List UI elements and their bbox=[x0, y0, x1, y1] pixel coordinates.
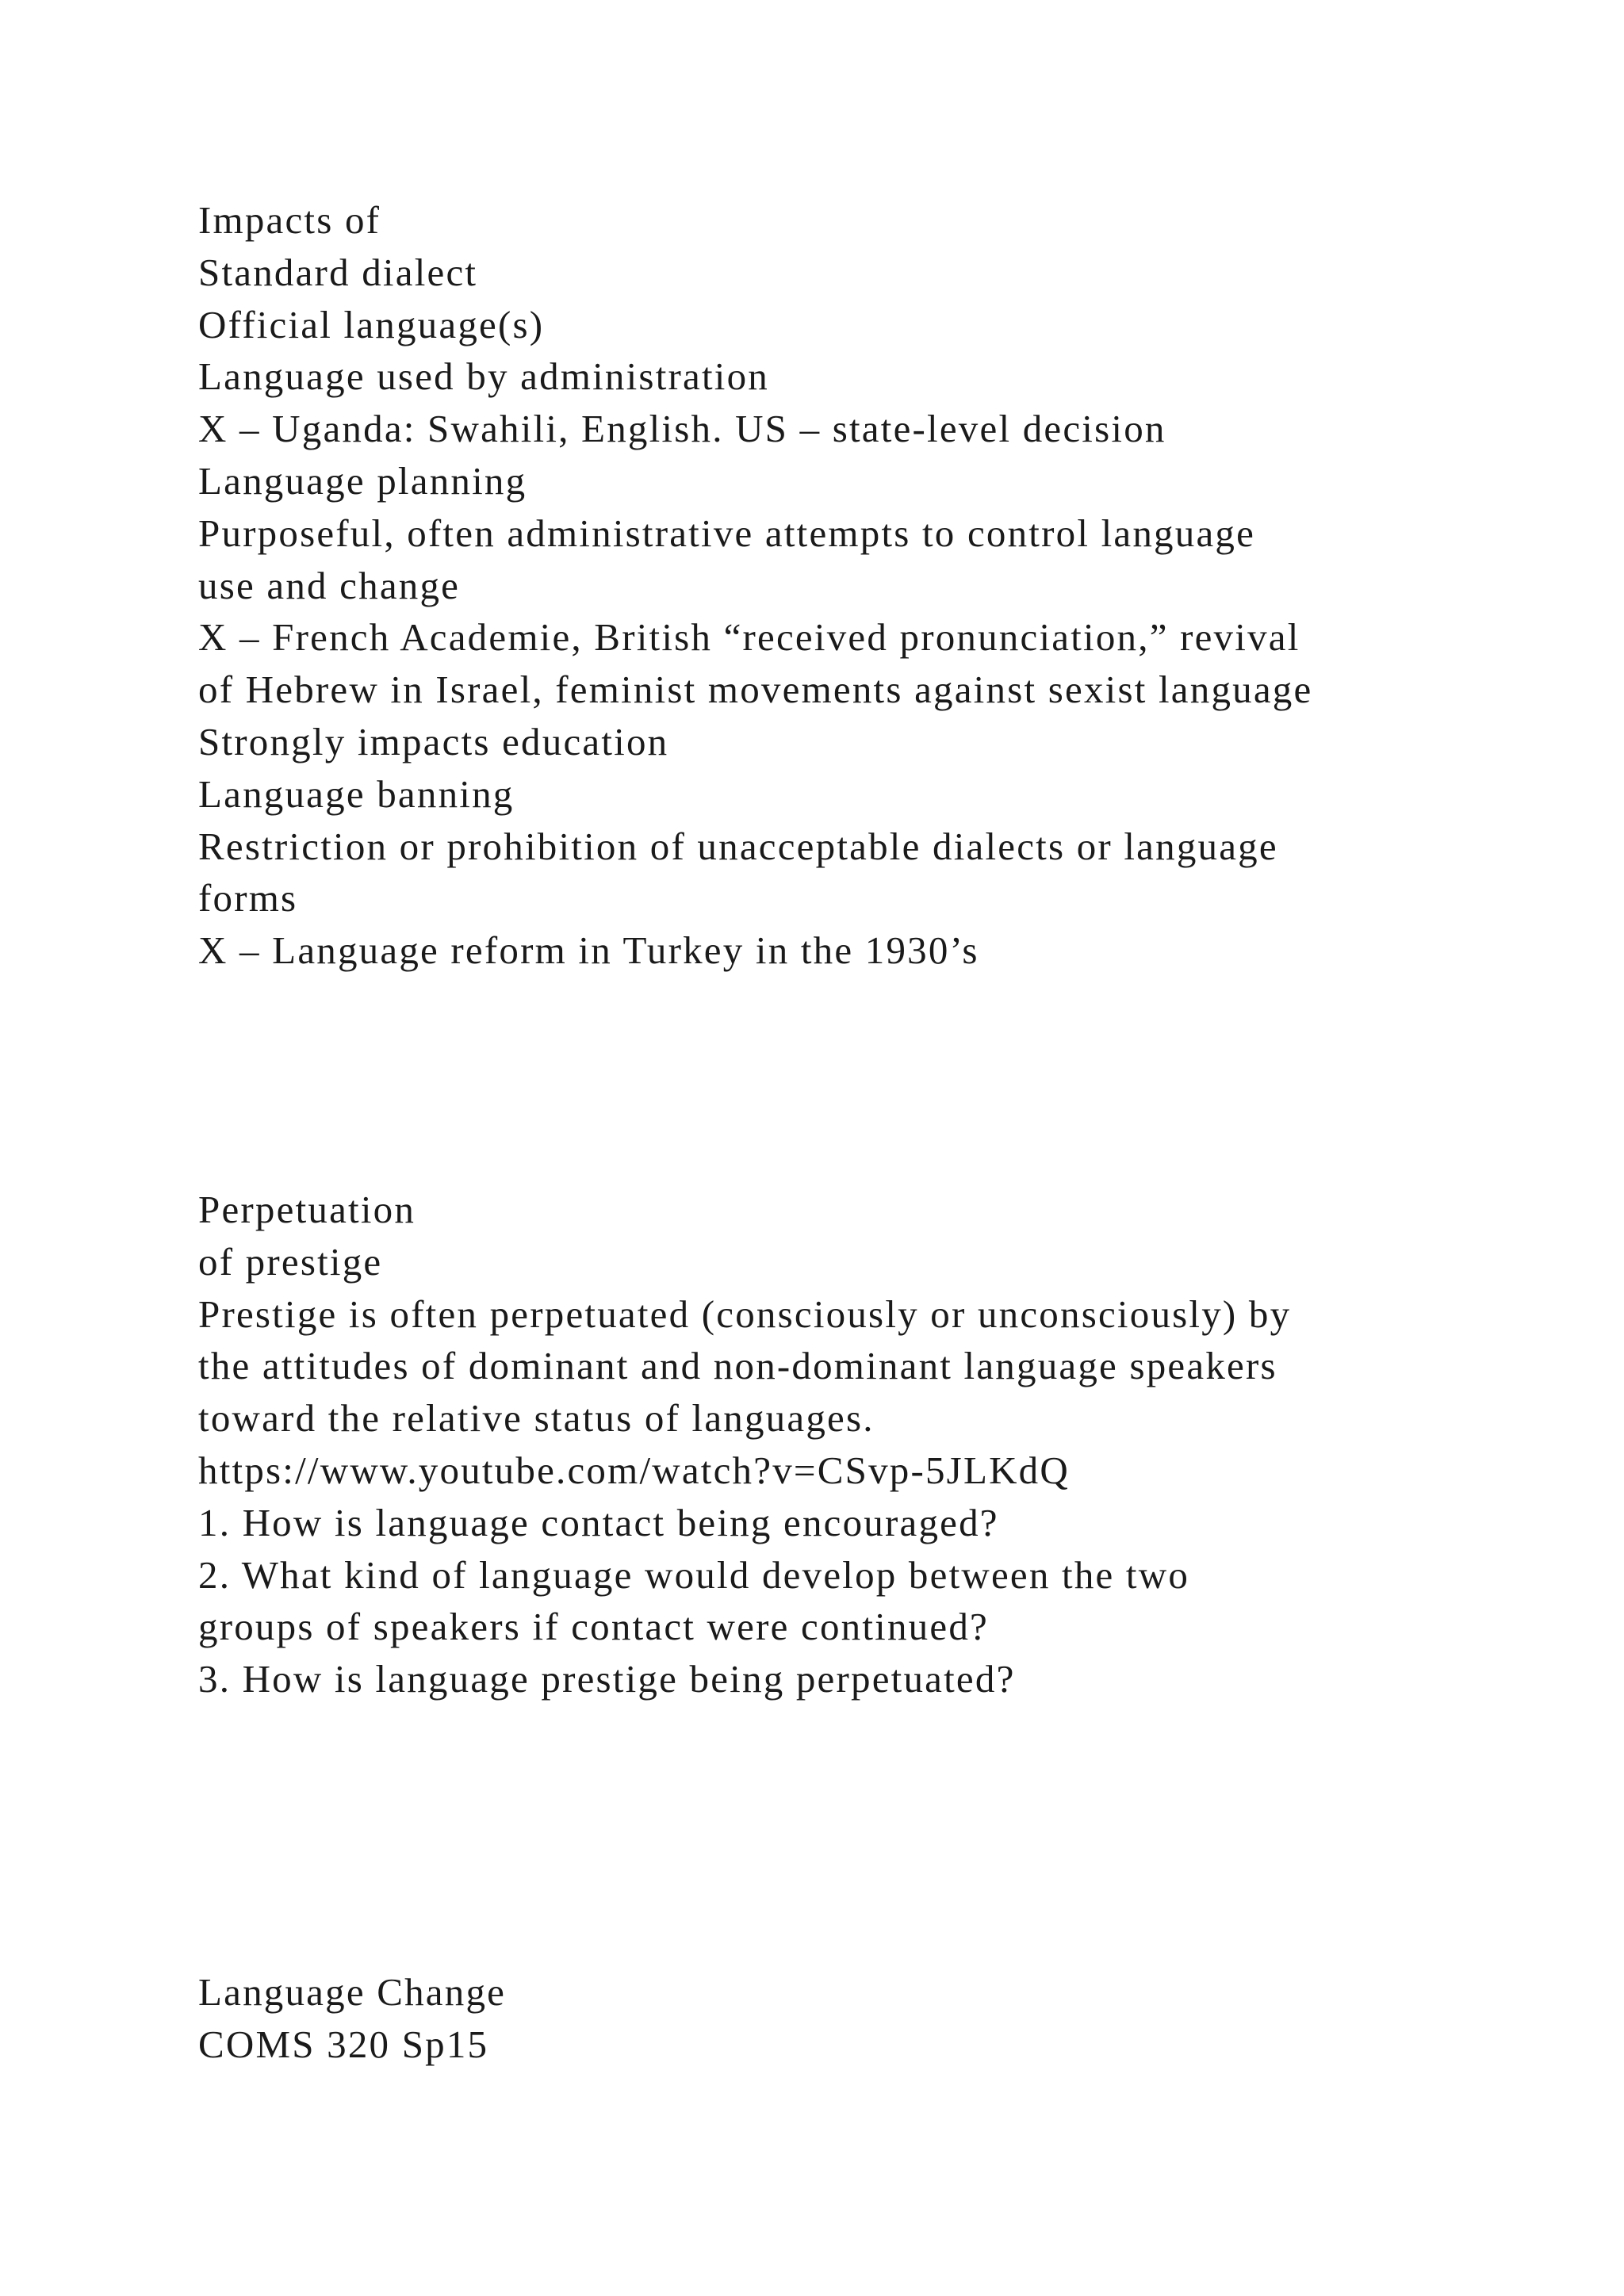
text-line: X – French Academie, British “received pronunciation,” revival bbox=[198, 615, 1300, 660]
text-line: Restriction or prohibition of unacceptable dialects or language bbox=[198, 824, 1278, 868]
title-section bbox=[198, 1966, 1507, 2071]
question-line: 1. How is language contact being encouraged? bbox=[198, 1500, 999, 1544]
course-code: COMS 320 Sp15 bbox=[198, 2022, 489, 2066]
question-line: 3. How is language prestige being perpetuated? bbox=[198, 1657, 1016, 1701]
text-line: Language used by administration bbox=[198, 354, 770, 399]
text-line: Language planning bbox=[198, 458, 527, 503]
question-line: 2. What kind of language would develop between the two bbox=[198, 1552, 1190, 1597]
text-line: Standard dialect bbox=[198, 250, 478, 294]
question-line: groups of speakers if contact were continued? bbox=[198, 1605, 989, 1649]
text-line: Strongly impacts education bbox=[198, 719, 669, 763]
text-line: X – Uganda: Swahili, English. US – state-level decision bbox=[198, 407, 1166, 451]
heading-line: Perpetuation bbox=[198, 1188, 416, 1231]
text-line: Prestige is often perpetuated (consciously or unconsciously) by bbox=[198, 1292, 1292, 1336]
video-url: https://www.youtube.com/watch?v=CSvp-5JLKdQ bbox=[198, 1448, 1070, 1492]
text-line: Official language(s) bbox=[198, 302, 545, 346]
text-line: toward the relative status of languages. bbox=[198, 1396, 875, 1441]
heading-line: Impacts of bbox=[198, 198, 381, 242]
text-line: the attitudes of dominant and non-dominant language speakers bbox=[198, 1344, 1277, 1388]
text-line: use and change bbox=[198, 563, 461, 607]
text-line: forms bbox=[198, 876, 298, 920]
text-line: Language banning bbox=[198, 771, 515, 816]
heading-line: of prestige bbox=[198, 1239, 383, 1284]
document-title: Language Change bbox=[198, 1970, 507, 2014]
text-line: X – Language reform in Turkey in the 1930’s bbox=[198, 928, 979, 973]
perpetuation-section bbox=[198, 1184, 1507, 1705]
text-line: of Hebrew in Israel, feminist movements against sexist language bbox=[198, 668, 1313, 712]
impacts-section bbox=[198, 194, 1507, 977]
text-line: Purposeful, often administrative attempts to control language bbox=[198, 511, 1256, 555]
